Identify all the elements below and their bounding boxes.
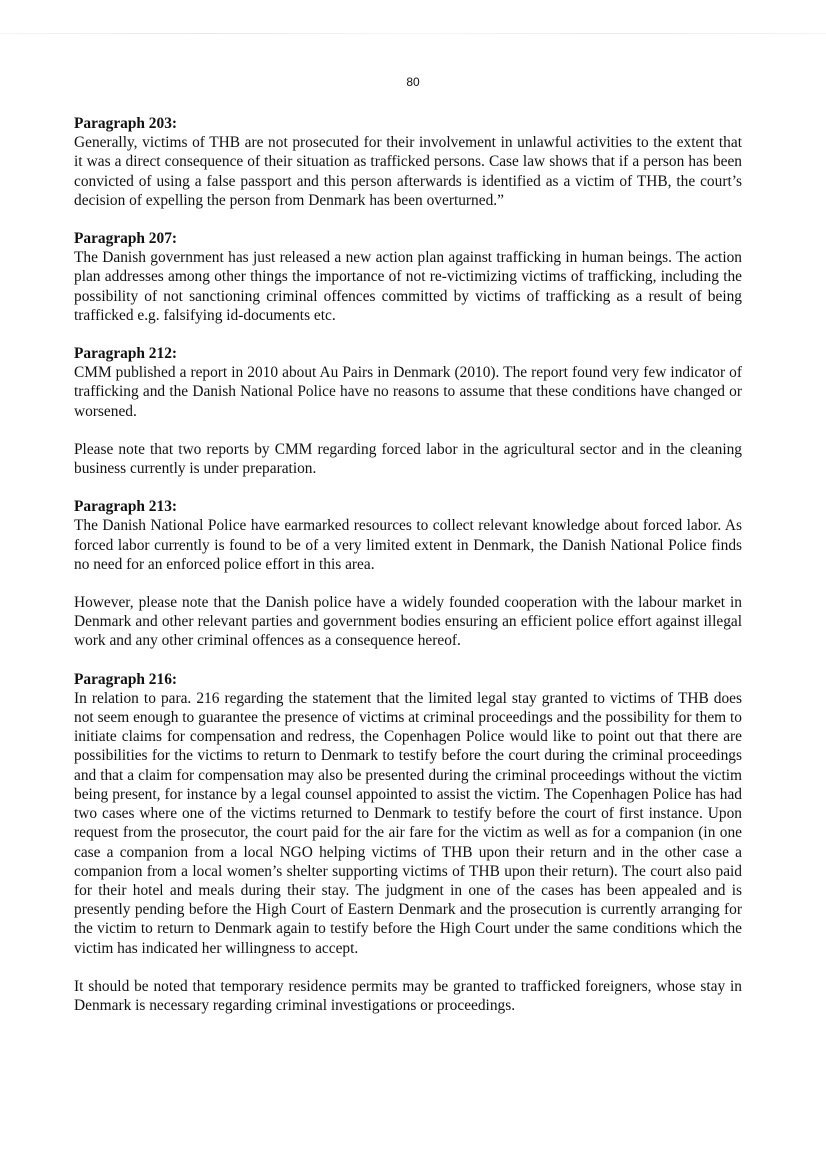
- section-paragraph-216: [74, 670, 742, 1015]
- section-heading: Paragraph 216:: [74, 670, 178, 688]
- document-body: [74, 114, 742, 1034]
- section-text: CMM published a report in 2010 about Au Pairs in Denmark (2010). The report found very few indicator of trafficking and the Danish National Police have no reasons to assume that these conditions have changed or worsened.: [74, 364, 742, 420]
- section-heading: Paragraph 212:: [74, 345, 178, 363]
- section-paragraph-203: [74, 114, 742, 210]
- section-heading: Paragraph 213:: [74, 498, 178, 516]
- section-text: Please note that two reports by CMM regarding forced labor in the agricultural sector and in the cleaning business currently is under preparation.: [74, 440, 742, 478]
- section-text: Generally, victims of THB are not prosecuted for their involvement in unlawful activities to the extent that it was a direct consequence of their situation as trafficked persons. Case law shows that if a person has been convicted of using a false passport and this person afterwards is identified as a victim of THB, the court’s decision of expelling the person from Denmark has been overturned.”: [74, 134, 742, 209]
- section-text: It should be noted that temporary residence permits may be granted to trafficked foreigners, whose stay in Denmark is necessary regarding criminal investigations or proceedings.: [74, 977, 742, 1014]
- section-paragraph-212: [74, 344, 742, 478]
- section-text: The Danish government has just released a new action plan against trafficking in human beings. The action plan addresses among other things the importance of not re-victimizing victims of trafficking, including the possibility of not sanctioning criminal offences committed by victims of trafficking as a result of being trafficked e.g. falsifying id-documents etc.: [74, 249, 742, 324]
- section-heading: Paragraph 203:: [74, 115, 178, 132]
- section-text: However, please note that the Danish police have a widely founded cooperation with the labour market in Denmark and other relevant parties and government bodies ensuring an efficient police effort against illegal work and any other criminal offences as a consequence hereof.: [74, 594, 742, 650]
- scan-edge-line: [0, 33, 826, 34]
- page-number: 80: [406, 75, 420, 89]
- section-text: In relation to para. 216 regarding the statement that the limited legal stay granted to victims of THB does not seem enough to guarantee the presence of victims at criminal proceedings and the possibility for them to initiate claims for compensation and redress, the Copenhagen Police would like to point out that there are possibilities for the victims to return to Denmark to testify before the court during the criminal proceedings and that a claim for compensation may also be presented during the criminal proceedings without the victim being present, for instance by a legal counsel appointed to assist the victim. The Copenhagen Police has had two cases where one of the victims returned to Denmark to testify before the court of first instance. Upon request from the prosecutor, the court paid for the air fare for the victim as well as for a companion (in one case a companion from a local NGO helping victims of THB upon their return and in the other case a companion from a local women’s shelter supporting victims of THB upon their return). The court also paid for their hotel and meals during their stay. The judgment in one of the cases has been appealed and is presently pending before the High Court of Eastern Denmark and the prosecution is currently arranging for the victim to return to Denmark again to testify before the High Court under the same conditions which the victim has indicated her willingness to accept.: [74, 689, 742, 957]
- section-text: The Danish National Police have earmarked resources to collect relevant knowledge about forced labor. As forced labor currently is found to be of a very limited extent in Denmark, the Danish National Police finds no need for an enforced police effort in this area.: [74, 517, 742, 573]
- section-paragraph-213: [74, 497, 742, 650]
- section-heading: Paragraph 207:: [74, 230, 178, 248]
- section-paragraph-207: [74, 229, 742, 325]
